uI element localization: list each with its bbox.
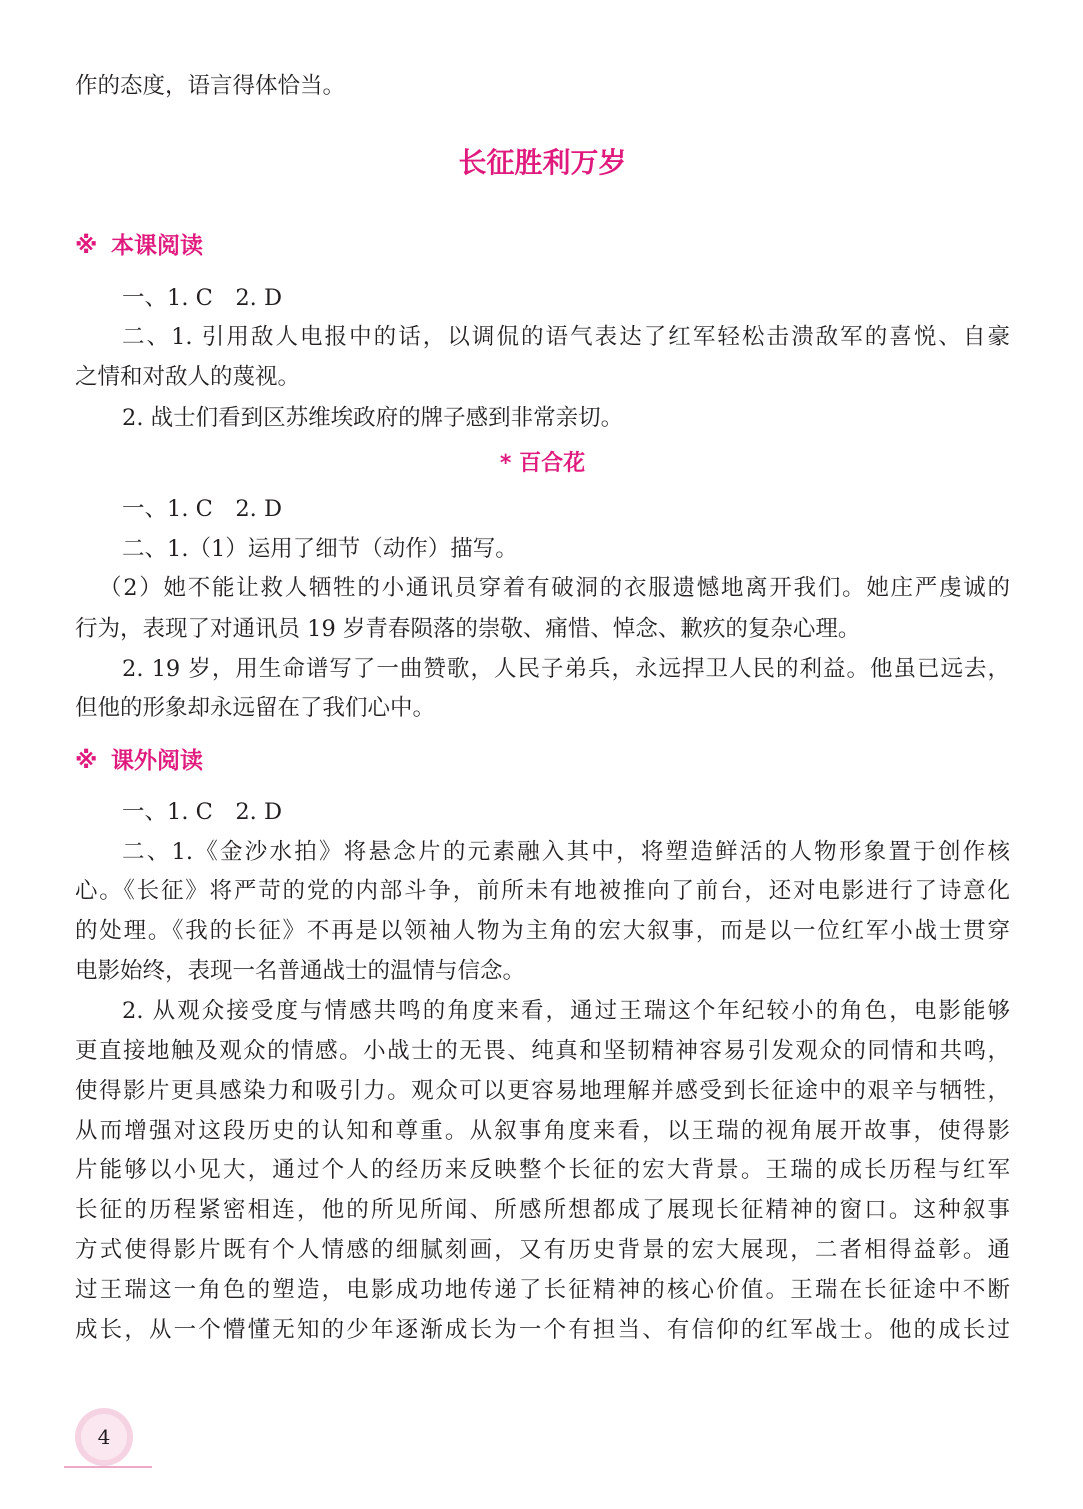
section-heading-in-class-reading: [75, 230, 203, 262]
answer-line: 电影始终，表现一名普通战士的温情与信念。: [75, 958, 526, 984]
answer-line: 2. 19 岁，用生命谱写了一曲赞歌，人民子弟兵，永远捍卫人民的利益。他虽已远去，: [122, 656, 1010, 682]
answer-line: 的处理。《我的长征》不再是以领袖人物为主角的宏大叙事，而是以一位红军小战士贯穿: [75, 918, 1010, 944]
answer-line: 成长，从一个懵懂无知的少年逐渐成长为一个有担当、有信仰的红军战士。他的成长过: [75, 1317, 1010, 1343]
answer-line: 二、1.（1）运用了细节（动作）描写。: [122, 536, 518, 562]
answer-line: 但他的形象却永远留在了我们心中。: [75, 695, 436, 721]
answer-line: 过王瑞这一角色的塑造，电影成功地传递了长征精神的核心价值。王瑞在长征途中不断: [75, 1277, 1010, 1303]
answer-line: 二、1.《金沙水拍》将悬念片的元素融入其中，将塑造鲜活的人物形象置于创作核: [122, 839, 1010, 865]
answer-line: 2. 战士们看到区苏维埃政府的牌子感到非常亲切。: [122, 405, 624, 431]
answer-line: 方式使得影片既有个人情感的细腻刻画，又有历史背景的宏大展现，二者相得益彰。通: [75, 1237, 1010, 1263]
section-heading-label: 本课阅读: [111, 233, 203, 259]
answer-line: 更直接地触及观众的情感。小战士的无畏、纯真和坚韧精神容易引发观众的同情和共鸣，: [75, 1038, 1010, 1064]
answer-line: 长征的历程紧密相连，他的所见所闻、所感所想都成了展现长征精神的窗口。这种叙事: [75, 1197, 1010, 1223]
sub-title: * 百合花: [499, 451, 586, 476]
answer-line: 使得影片更具感染力和吸引力。观众可以更容易地理解并感受到长征途中的艰辛与牺牲，: [75, 1078, 1010, 1104]
answer-line: 一、1. C 2. D: [122, 285, 282, 311]
section-heading-extracurricular-reading: [75, 745, 203, 777]
reference-mark-icon: ※: [75, 748, 98, 774]
answer-line: 行为，表现了对通讯员 19 岁青春陨落的崇敬、痛惜、悼念、歉疚的复杂心理。: [75, 616, 861, 642]
answer-line: 2. 从观众接受度与情感共鸣的角度来看，通过王瑞这个年纪较小的角色，电影能够: [122, 998, 1010, 1024]
answer-line: 一、1. C 2. D: [122, 496, 282, 522]
answer-line: 二、1. 引用敌人电报中的话，以调侃的语气表达了红军轻松击溃敌军的喜悦、自豪: [122, 324, 1010, 350]
answer-line: 之情和对敌人的蔑视。: [75, 364, 301, 390]
lead-line: 作的态度，语言得体恰当。: [75, 73, 346, 99]
answer-line: 片能够以小见大，通过个人的经历来反映整个长征的宏大背景。王瑞的成长历程与红军: [75, 1157, 1010, 1183]
answer-line: 从而增强对这段历史的认知和尊重。从叙事角度来看，以王瑞的视角展开故事，使得影: [75, 1118, 1010, 1144]
page-number: 4: [97, 1425, 111, 1449]
page-footer-rule: [64, 1466, 152, 1468]
answer-line: （2）她不能让救人牺牲的小通讯员穿着有破洞的衣服遗憾地离开我们。她庄严虔诚的: [99, 575, 1010, 601]
section-heading-label: 课外阅读: [111, 748, 203, 774]
page-number-badge: [75, 1408, 133, 1466]
reference-mark-icon: ※: [75, 233, 98, 259]
answer-line: 一、1. C 2. D: [122, 799, 282, 825]
page-title: 长征胜利万岁: [458, 146, 627, 179]
answer-line: 心。《长征》将严苛的党的内部斗争，前所未有地被推向了前台，还对电影进行了诗意化: [75, 878, 1010, 904]
